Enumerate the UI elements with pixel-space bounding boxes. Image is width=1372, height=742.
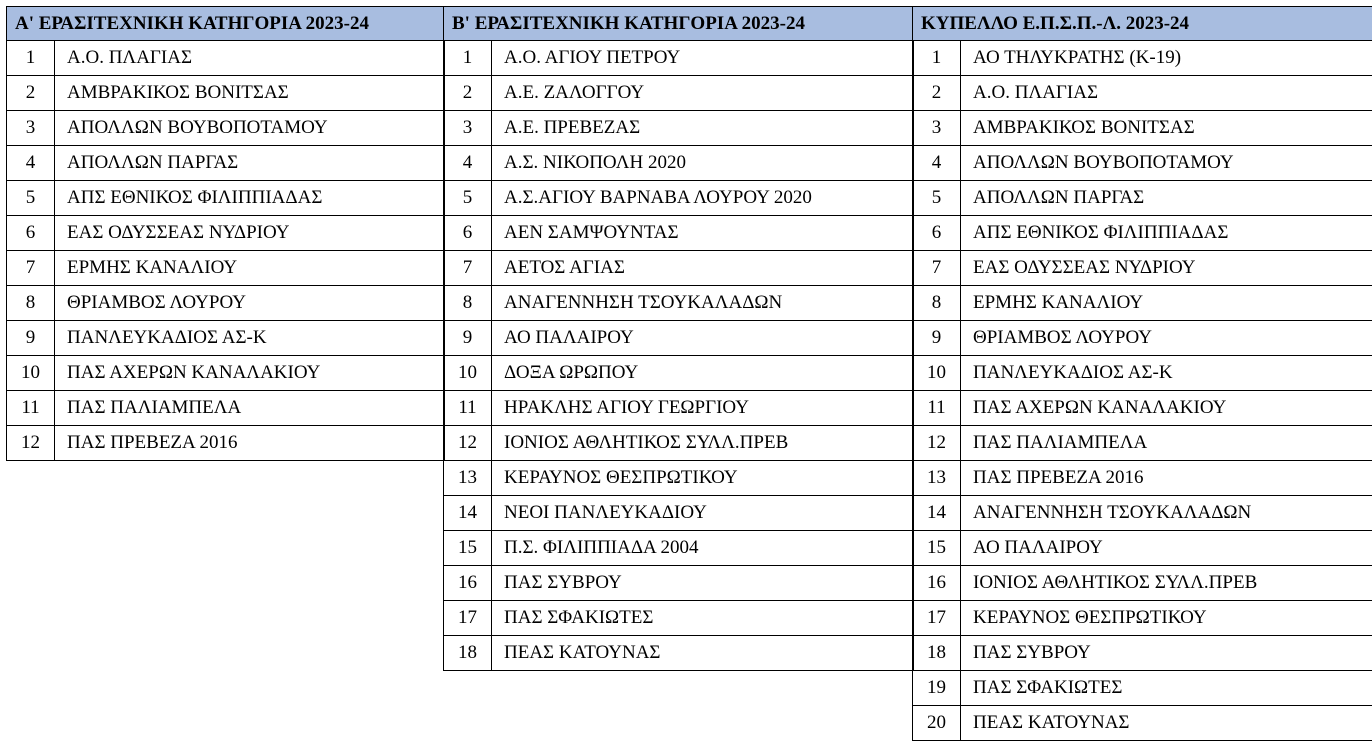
team-name: ΙΟΝΙΟΣ ΑΘΛΗΤΙΚΟΣ ΣΥΛΛ.ΠΡΕΒ (961, 566, 1372, 601)
team-name: ΑΝΑΓΕΝΝΗΣΗ ΤΣΟΥΚΑΛΑΔΩΝ (492, 286, 914, 321)
row-number: 2 (913, 76, 961, 111)
table-header-row (913, 7, 1372, 41)
table-b-erasitexniki (443, 6, 914, 671)
table-row (444, 321, 914, 356)
team-name: ΔΟΞΑ ΩΡΩΠΟΥ (492, 356, 914, 391)
row-number: 11 (913, 391, 961, 426)
row-number: 4 (913, 146, 961, 181)
row-number: 16 (913, 566, 961, 601)
team-name: ΠΑΝΛΕΥΚΑΔΙΟΣ ΑΣ-Κ (961, 356, 1372, 391)
row-number: 18 (913, 636, 961, 671)
team-name: Α.Σ.ΑΓΙΟΥ ΒΑΡΝΑΒΑ ΛΟΥΡΟΥ 2020 (492, 181, 914, 216)
row-number: 17 (913, 601, 961, 636)
table-header-row (444, 7, 914, 41)
table-row (444, 111, 914, 146)
table-row (913, 216, 1372, 251)
table-row (444, 41, 914, 76)
table-row (7, 216, 445, 251)
table-header-row (7, 7, 445, 41)
row-number: 8 (913, 286, 961, 321)
team-name: ΑΠΟΛΛΩΝ ΠΑΡΓΑΣ (961, 181, 1372, 216)
row-number: 7 (913, 251, 961, 286)
team-name: ΠΑΣ ΣΦΑΚΙΩΤΕΣ (492, 601, 914, 636)
row-number: 15 (913, 531, 961, 566)
table-row (913, 601, 1372, 636)
table-row (444, 391, 914, 426)
table-row (7, 356, 445, 391)
row-number: 2 (7, 76, 55, 111)
row-number: 6 (7, 216, 55, 251)
team-name: ΝΕΟΙ ΠΑΝΛΕΥΚΑΔΙΟΥ (492, 496, 914, 531)
row-number: 11 (444, 391, 492, 426)
table-row (913, 146, 1372, 181)
row-number: 5 (444, 181, 492, 216)
row-number: 10 (913, 356, 961, 391)
row-number: 7 (7, 251, 55, 286)
table-row (7, 111, 445, 146)
row-number: 12 (7, 426, 55, 461)
table-row (913, 251, 1372, 286)
table-title: ΚΥΠΕΛΛΟ Ε.Π.Σ.Π.-Λ. 2023-24 (913, 7, 1372, 41)
team-name: ΠΑΣ ΠΡΕΒΕΖΑ 2016 (961, 461, 1372, 496)
row-number: 14 (913, 496, 961, 531)
table-row (913, 356, 1372, 391)
row-number: 3 (7, 111, 55, 146)
table-row (444, 76, 914, 111)
team-name: ΠΑΝΛΕΥΚΑΔΙΟΣ ΑΣ-Κ (55, 321, 445, 356)
team-name: ΑΠΟΛΛΩΝ ΠΑΡΓΑΣ (55, 146, 445, 181)
table-row (913, 636, 1372, 671)
row-number: 12 (913, 426, 961, 461)
team-name: ΑΕΝ ΣΑΜΨΟΥΝΤΑΣ (492, 216, 914, 251)
table-title: Β' ΕΡΑΣΙΤΕΧΝΙΚΗ ΚΑΤΗΓΟΡΙΑ 2023-24 (444, 7, 914, 41)
table-row (913, 321, 1372, 356)
team-name: ΘΡΙΑΜΒΟΣ ΛΟΥΡΟΥ (961, 321, 1372, 356)
team-name: Α.Ε. ΠΡΕΒΕΖΑΣ (492, 111, 914, 146)
table-row (7, 181, 445, 216)
table-row (913, 706, 1372, 741)
table-row (444, 181, 914, 216)
row-number: 12 (444, 426, 492, 461)
row-number: 7 (444, 251, 492, 286)
team-name: ΕΡΜΗΣ ΚΑΝΑΛΙΟΥ (961, 286, 1372, 321)
row-number: 9 (913, 321, 961, 356)
row-number: 13 (913, 461, 961, 496)
team-name: Α.Ο. ΑΓΙΟΥ ΠΕΤΡΟΥ (492, 41, 914, 76)
team-name: Α.Σ. ΝΙΚΟΠΟΛΗ 2020 (492, 146, 914, 181)
team-name: ΑΟ ΠΑΛΑΙΡΟΥ (492, 321, 914, 356)
team-name: ΕΑΣ ΟΔΥΣΣΕΑΣ ΝΥΔΡΙΟΥ (961, 251, 1372, 286)
table-row (7, 76, 445, 111)
table-row (913, 461, 1372, 496)
table-row (913, 76, 1372, 111)
row-number: 9 (7, 321, 55, 356)
table-body (444, 41, 914, 671)
team-name: ΑΟ ΠΑΛΑΙΡΟΥ (961, 531, 1372, 566)
team-name: ΠΑΣ ΠΑΛΙΑΜΠΕΛΑ (55, 391, 445, 426)
team-name: ΠΑΣ ΣΥΒΡΟΥ (961, 636, 1372, 671)
table-row (444, 146, 914, 181)
table-body (913, 41, 1372, 741)
table-title: Α' ΕΡΑΣΙΤΕΧΝΙΚΗ ΚΑΤΗΓΟΡΙΑ 2023-24 (7, 7, 445, 41)
table-row (7, 426, 445, 461)
row-number: 1 (7, 41, 55, 76)
team-name: ΠΑΣ ΑΧΕΡΩΝ ΚΑΝΑΛΑΚΙΟΥ (961, 391, 1372, 426)
table-row (444, 461, 914, 496)
table-row (913, 41, 1372, 76)
row-number: 18 (444, 636, 492, 671)
table-row (913, 566, 1372, 601)
row-number: 3 (913, 111, 961, 146)
row-number: 16 (444, 566, 492, 601)
team-name: ΑΠΟΛΛΩΝ ΒΟΥΒΟΠΟΤΑΜΟΥ (55, 111, 445, 146)
team-name: ΑΟ ΤΗΛΥΚΡΑΤΗΣ (Κ-19) (961, 41, 1372, 76)
team-name: ΕΡΜΗΣ ΚΑΝΑΛΙΟΥ (55, 251, 445, 286)
row-number: 20 (913, 706, 961, 741)
team-name: ΠΑΣ ΠΑΛΙΑΜΠΕΛΑ (961, 426, 1372, 461)
table-row (444, 251, 914, 286)
team-name: ΠΕΑΣ ΚΑΤΟΥΝΑΣ (961, 706, 1372, 741)
table-row (913, 181, 1372, 216)
table-body (7, 41, 445, 461)
table-row (913, 286, 1372, 321)
row-number: 3 (444, 111, 492, 146)
row-number: 5 (913, 181, 961, 216)
team-name: Α.Ε. ΖΑΛΟΓΓΟΥ (492, 76, 914, 111)
row-number: 19 (913, 671, 961, 706)
table-row (444, 216, 914, 251)
team-name: Α.Ο. ΠΛΑΓΙΑΣ (961, 76, 1372, 111)
row-number: 15 (444, 531, 492, 566)
row-number: 8 (7, 286, 55, 321)
row-number: 11 (7, 391, 55, 426)
row-number: 13 (444, 461, 492, 496)
team-name: ΑΠΣ ΕΘΝΙΚΟΣ ΦΙΛΙΠΠΙΑΔΑΣ (55, 181, 445, 216)
team-name: ΑΕΤΟΣ ΑΓΙΑΣ (492, 251, 914, 286)
team-name: ΑΜΒΡΑΚΙΚΟΣ ΒΟΝΙΤΣΑΣ (961, 111, 1372, 146)
table-row (913, 111, 1372, 146)
table-row (444, 286, 914, 321)
row-number: 6 (913, 216, 961, 251)
table-row (913, 671, 1372, 706)
table-row (7, 146, 445, 181)
table-row (7, 41, 445, 76)
table-row (7, 321, 445, 356)
team-name: ΚΕΡΑΥΝΟΣ ΘΕΣΠΡΩΤΙΚΟΥ (961, 601, 1372, 636)
team-name: ΑΝΑΓΕΝΝΗΣΗ ΤΣΟΥΚΑΛΑΔΩΝ (961, 496, 1372, 531)
row-number: 4 (7, 146, 55, 181)
table-row (444, 601, 914, 636)
table-row (7, 251, 445, 286)
table-row (444, 531, 914, 566)
table-a-erasitexniki (6, 6, 445, 461)
table-row (444, 636, 914, 671)
team-name: ΠΕΑΣ ΚΑΤΟΥΝΑΣ (492, 636, 914, 671)
table-row (913, 531, 1372, 566)
team-name: ΠΑΣ ΣΦΑΚΙΩΤΕΣ (961, 671, 1372, 706)
team-name: ΑΠΣ ΕΘΝΙΚΟΣ ΦΙΛΙΠΠΙΑΔΑΣ (961, 216, 1372, 251)
team-name: ΠΑΣ ΑΧΕΡΩΝ ΚΑΝΑΛΑΚΙΟΥ (55, 356, 445, 391)
row-number: 2 (444, 76, 492, 111)
table-row (7, 391, 445, 426)
team-name: ΕΑΣ ΟΔΥΣΣΕΑΣ ΝΥΔΡΙΟΥ (55, 216, 445, 251)
team-name: ΠΑΣ ΠΡΕΒΕΖΑ 2016 (55, 426, 445, 461)
team-name: Π.Σ. ΦΙΛΙΠΠΙΑΔΑ 2004 (492, 531, 914, 566)
team-name: ΘΡΙΑΜΒΟΣ ΛΟΥΡΟΥ (55, 286, 445, 321)
row-number: 17 (444, 601, 492, 636)
row-number: 6 (444, 216, 492, 251)
team-name: ΑΜΒΡΑΚΙΚΟΣ ΒΟΝΙΤΣΑΣ (55, 76, 445, 111)
table-row (913, 426, 1372, 461)
row-number: 5 (7, 181, 55, 216)
table-row (444, 496, 914, 531)
table-row (444, 426, 914, 461)
table-kypello (912, 6, 1372, 741)
row-number: 8 (444, 286, 492, 321)
row-number: 1 (444, 41, 492, 76)
row-number: 4 (444, 146, 492, 181)
row-number: 10 (7, 356, 55, 391)
table-row (913, 391, 1372, 426)
team-name: Α.Ο. ΠΛΑΓΙΑΣ (55, 41, 445, 76)
team-name: ΚΕΡΑΥΝΟΣ ΘΕΣΠΡΩΤΙΚΟΥ (492, 461, 914, 496)
row-number: 1 (913, 41, 961, 76)
row-number: 14 (444, 496, 492, 531)
table-row (7, 286, 445, 321)
team-name: ΙΟΝΙΟΣ ΑΘΛΗΤΙΚΟΣ ΣΥΛΛ.ΠΡΕΒ (492, 426, 914, 461)
table-row (444, 356, 914, 391)
team-name: ΗΡΑΚΛΗΣ ΑΓΙΟΥ ΓΕΩΡΓΙΟΥ (492, 391, 914, 426)
row-number: 10 (444, 356, 492, 391)
row-number: 9 (444, 321, 492, 356)
table-row (913, 496, 1372, 531)
team-name: ΑΠΟΛΛΩΝ ΒΟΥΒΟΠΟΤΑΜΟΥ (961, 146, 1372, 181)
table-row (444, 566, 914, 601)
team-name: ΠΑΣ ΣΥΒΡΟΥ (492, 566, 914, 601)
